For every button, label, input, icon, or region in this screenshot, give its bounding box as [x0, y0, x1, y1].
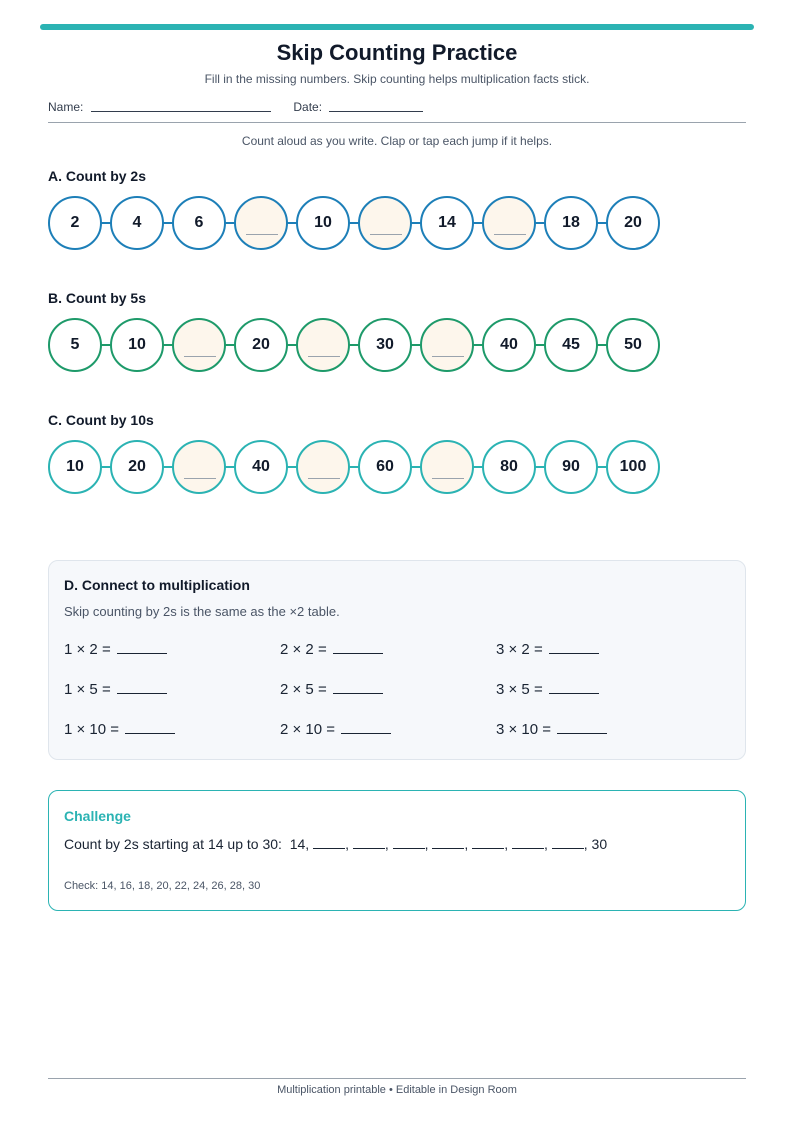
- answer-underline: [184, 478, 216, 479]
- challenge-end: 30: [591, 836, 608, 852]
- number-circle: 6: [172, 196, 226, 250]
- multiplication-equation: [496, 640, 599, 658]
- number-circle: 10: [296, 196, 350, 250]
- equation-text: 2 × 10 =: [280, 721, 336, 738]
- equation-text: 3 × 2 =: [496, 641, 543, 658]
- equation-text: 3 × 5 =: [496, 681, 543, 698]
- number-circle: 20: [606, 196, 660, 250]
- equation-answer-blank[interactable]: [333, 680, 383, 694]
- equation-answer-blank[interactable]: [557, 720, 607, 734]
- date-field[interactable]: [329, 100, 423, 112]
- chain-count-by-5s: [48, 318, 668, 372]
- equation-text: 1 × 2 =: [64, 641, 111, 658]
- equation-answer-blank[interactable]: [341, 720, 391, 734]
- number-circle: 5: [48, 318, 102, 372]
- number-circle: 20: [234, 318, 288, 372]
- challenge-prompt: Count by 2s starting at 14 up to 30:: [64, 836, 282, 852]
- equation-answer-blank[interactable]: [117, 680, 167, 694]
- name-field[interactable]: [91, 100, 271, 112]
- multiplication-equation: [280, 720, 391, 738]
- equation-text: 1 × 5 =: [64, 681, 111, 698]
- challenge-blank[interactable]: [472, 837, 504, 849]
- page-title: Skip Counting Practice: [276, 40, 518, 65]
- multiplication-note: Skip counting by 2s is the same as the ×2 table.: [64, 604, 340, 619]
- challenge-blank[interactable]: [313, 837, 345, 849]
- blank-number-circle[interactable]: [234, 196, 288, 250]
- chain-count-by-10s: [48, 440, 668, 494]
- answer-underline: [246, 234, 278, 235]
- number-circle: 80: [482, 440, 536, 494]
- date-label: Date:: [293, 100, 323, 114]
- number-circle: 4: [110, 196, 164, 250]
- answer-underline: [308, 356, 340, 357]
- section-title-count-by-2s: A. Count by 2s: [48, 168, 147, 184]
- challenge-answer-check: Check: 14, 16, 18, 20, 22, 24, 26, 28, 30: [64, 880, 261, 892]
- header-divider: [48, 122, 746, 123]
- equation-answer-blank[interactable]: [117, 640, 167, 654]
- number-circle: 40: [234, 440, 288, 494]
- multiplication-equation: [496, 680, 599, 698]
- challenge-blank[interactable]: [393, 837, 425, 849]
- equation-text: 1 × 10 =: [64, 721, 120, 738]
- equation-answer-blank[interactable]: [549, 680, 599, 694]
- challenge-box: [48, 790, 746, 911]
- challenge-blank[interactable]: [353, 837, 385, 849]
- equation-text: 3 × 10 =: [496, 721, 552, 738]
- challenge-start: 14: [289, 836, 306, 852]
- number-circle: 30: [358, 318, 412, 372]
- number-circle: 60: [358, 440, 412, 494]
- answer-underline: [494, 234, 526, 235]
- footer-divider: [48, 1078, 746, 1079]
- equation-answer-blank[interactable]: [549, 640, 599, 654]
- name-label: Name:: [48, 100, 84, 114]
- multiplication-equation: [496, 720, 607, 738]
- multiplication-equation: [64, 720, 175, 738]
- number-circle: 18: [544, 196, 598, 250]
- equation-text: 2 × 5 =: [280, 681, 327, 698]
- challenge-title: Challenge: [64, 808, 131, 824]
- section-title-count-by-5s: B. Count by 5s: [48, 290, 147, 306]
- number-circle: 50: [606, 318, 660, 372]
- challenge-blank[interactable]: [552, 837, 584, 849]
- blank-number-circle[interactable]: [420, 440, 474, 494]
- number-circle: 10: [48, 440, 102, 494]
- blank-number-circle[interactable]: [482, 196, 536, 250]
- instruction-text: Count aloud as you write. Clap or tap each jump if it helps.: [241, 134, 553, 148]
- number-circle: 10: [110, 318, 164, 372]
- number-circle: 20: [110, 440, 164, 494]
- section-title-count-by-10s: C. Count by 10s: [48, 412, 154, 428]
- challenge-blank[interactable]: [512, 837, 544, 849]
- multiplication-equation: [280, 680, 383, 698]
- multiplication-title: D. Connect to multiplication: [64, 577, 250, 593]
- number-circle: 45: [544, 318, 598, 372]
- equation-text: 2 × 2 =: [280, 641, 327, 658]
- blank-number-circle[interactable]: [172, 318, 226, 372]
- blank-number-circle[interactable]: [172, 440, 226, 494]
- number-circle: 100: [606, 440, 660, 494]
- blank-number-circle[interactable]: [296, 440, 350, 494]
- answer-underline: [308, 478, 340, 479]
- number-circle: 2: [48, 196, 102, 250]
- footer-text: Multiplication printable • Editable in Design Room: [277, 1084, 517, 1096]
- top-accent-bar: [40, 24, 754, 30]
- multiplication-equation: [64, 640, 167, 658]
- multiplication-equation: [64, 680, 167, 698]
- equation-answer-blank[interactable]: [125, 720, 175, 734]
- blank-number-circle[interactable]: [420, 318, 474, 372]
- multiplication-equation: [280, 640, 383, 658]
- number-circle: 90: [544, 440, 598, 494]
- multiplication-panel: [48, 560, 746, 760]
- challenge-blank[interactable]: [432, 837, 464, 849]
- number-circle: 14: [420, 196, 474, 250]
- name-date-row: [48, 100, 423, 114]
- answer-underline: [370, 234, 402, 235]
- chain-count-by-2s: [48, 196, 668, 250]
- blank-number-circle[interactable]: [358, 196, 412, 250]
- challenge-prompt-line: Count by 2s starting at 14 up to 30: 14, , , , , , , , 30: [64, 836, 608, 852]
- blank-number-circle[interactable]: [296, 318, 350, 372]
- answer-underline: [432, 356, 464, 357]
- number-circle: 40: [482, 318, 536, 372]
- answer-underline: [432, 478, 464, 479]
- equation-answer-blank[interactable]: [333, 640, 383, 654]
- page-subtitle: Fill in the missing numbers. Skip counting helps multiplication facts stick.: [204, 72, 590, 86]
- answer-underline: [184, 356, 216, 357]
